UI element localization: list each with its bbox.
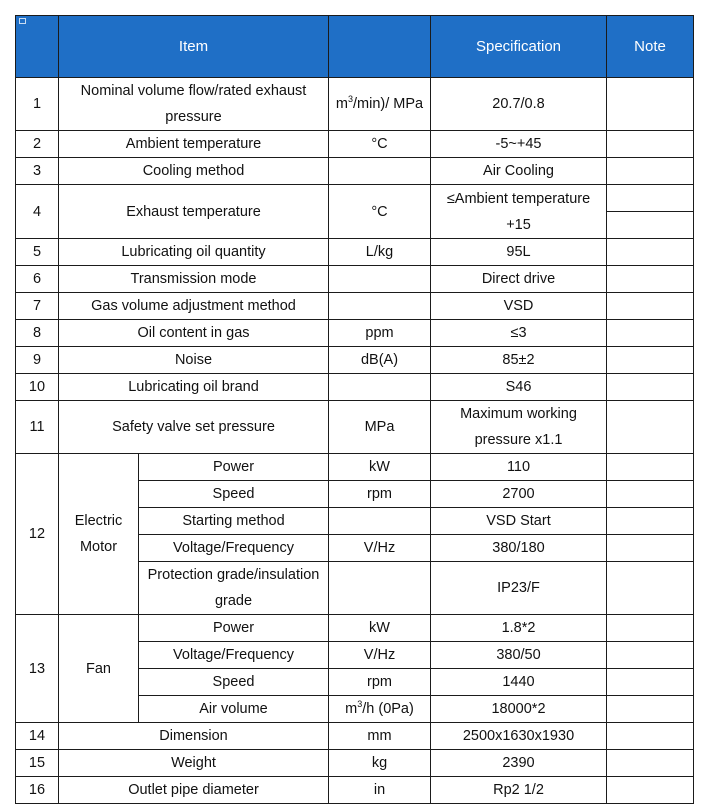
- sub-note: [607, 481, 694, 508]
- row-number: 12: [16, 454, 59, 615]
- row-note: [607, 293, 694, 320]
- row-spec: VSD: [431, 293, 607, 320]
- row-spec: 2390: [431, 750, 607, 777]
- header-specification: Specification: [431, 16, 607, 78]
- row-unit: °C: [329, 131, 431, 158]
- sub-item: Voltage/Frequency: [139, 642, 329, 669]
- table-row: [16, 615, 694, 642]
- note-split-bottom: [607, 212, 693, 238]
- row-number: 11: [16, 401, 59, 454]
- row-spec: 20.7/0.8: [431, 78, 607, 131]
- table-row: [16, 239, 694, 266]
- table-row: [16, 266, 694, 293]
- table-row: [16, 750, 694, 777]
- sub-spec: 1440: [431, 669, 607, 696]
- sub-spec: 1.8*2: [431, 615, 607, 642]
- row-spec: Direct drive: [431, 266, 607, 293]
- row-note: [607, 239, 694, 266]
- row-spec: Air Cooling: [431, 158, 607, 185]
- row-item: Cooling method: [59, 158, 329, 185]
- row-item: Dimension: [59, 723, 329, 750]
- sub-note: [607, 454, 694, 481]
- row-number: 4: [16, 185, 59, 239]
- table-row: [16, 158, 694, 185]
- row-item: Noise: [59, 347, 329, 374]
- row-note: [607, 777, 694, 804]
- row-unit: [329, 374, 431, 401]
- row-unit: mm: [329, 723, 431, 750]
- table-row: [16, 185, 694, 239]
- table-row: [16, 374, 694, 401]
- row-number: 7: [16, 293, 59, 320]
- sub-unit: [329, 508, 431, 535]
- row-item: Outlet pipe diameter: [59, 777, 329, 804]
- row-spec: 85±2: [431, 347, 607, 374]
- row-number: 3: [16, 158, 59, 185]
- row-unit: °C: [329, 185, 431, 239]
- table-row: [16, 78, 694, 131]
- row-item: Exhaust temperature: [59, 185, 329, 239]
- row-note: [607, 723, 694, 750]
- table-row: [16, 454, 694, 481]
- row-number: 10: [16, 374, 59, 401]
- row-item: Safety valve set pressure: [59, 401, 329, 454]
- table-row: [16, 347, 694, 374]
- row-item: Lubricating oil quantity: [59, 239, 329, 266]
- sub-item: Power: [139, 454, 329, 481]
- sub-unit: [329, 562, 431, 615]
- row-spec: S46: [431, 374, 607, 401]
- row-spec: 95L: [431, 239, 607, 266]
- sub-item: Voltage/Frequency: [139, 535, 329, 562]
- sub-unit: V/Hz: [329, 535, 431, 562]
- sub-note: [607, 508, 694, 535]
- sub-item: Air volume: [139, 696, 329, 723]
- row-spec: Rp2 1/2: [431, 777, 607, 804]
- row-spec: Maximum working pressure x1.1: [431, 401, 607, 454]
- note-split-top: [607, 185, 693, 212]
- row-unit: [329, 158, 431, 185]
- row-spec: ≤3: [431, 320, 607, 347]
- row-note: [607, 401, 694, 454]
- row-note: [607, 750, 694, 777]
- table-row: [16, 293, 694, 320]
- row-number: 13: [16, 615, 59, 723]
- header-no: [16, 16, 59, 78]
- row-item: Nominal volume flow/rated exhaust pressure: [59, 78, 329, 131]
- row-number: 5: [16, 239, 59, 266]
- table-row: [16, 131, 694, 158]
- table-row: [16, 723, 694, 750]
- header-row: [16, 16, 694, 78]
- sub-spec: IP23/F: [431, 562, 607, 615]
- row-unit: kg: [329, 750, 431, 777]
- row-spec: -5~+45: [431, 131, 607, 158]
- row-spec: 2500x1630x1930: [431, 723, 607, 750]
- row-item: Weight: [59, 750, 329, 777]
- sub-item: Speed: [139, 481, 329, 508]
- row-unit: dB(A): [329, 347, 431, 374]
- row-unit: $m^3/\min)/$ MPa: [329, 78, 431, 131]
- row-note: [607, 374, 694, 401]
- row-unit: [329, 293, 431, 320]
- table-row: [16, 401, 694, 454]
- table-handle-icon[interactable]: [19, 18, 26, 24]
- row-number: 8: [16, 320, 59, 347]
- row-unit: ppm: [329, 320, 431, 347]
- table-row: [16, 320, 694, 347]
- sub-item: Power: [139, 615, 329, 642]
- row-unit: MPa: [329, 401, 431, 454]
- sub-note: [607, 669, 694, 696]
- row-number: 1: [16, 78, 59, 131]
- group-label-motor: Electric Motor: [59, 454, 139, 615]
- sub-spec: 380/50: [431, 642, 607, 669]
- sub-note: [607, 696, 694, 723]
- row-note: [607, 266, 694, 293]
- sub-note: [607, 615, 694, 642]
- sub-item: Speed: [139, 669, 329, 696]
- sub-unit: V/Hz: [329, 642, 431, 669]
- sub-unit: $m^3/h$ (0Pa): [329, 696, 431, 723]
- row-item: Transmission mode: [59, 266, 329, 293]
- header-unit: [329, 16, 431, 78]
- sub-spec: 380/180: [431, 535, 607, 562]
- sub-spec: 18000*2: [431, 696, 607, 723]
- sub-item: Protection grade/insulation grade: [139, 562, 329, 615]
- row-spec: ≤Ambient temperature +15: [431, 185, 607, 239]
- sub-note: [607, 562, 694, 615]
- row-number: 2: [16, 131, 59, 158]
- row-item: Lubricating oil brand: [59, 374, 329, 401]
- sub-unit: rpm: [329, 481, 431, 508]
- row-number: 14: [16, 723, 59, 750]
- row-number: 6: [16, 266, 59, 293]
- group-label-fan: Fan: [59, 615, 139, 723]
- sub-unit: kW: [329, 454, 431, 481]
- row-unit: in: [329, 777, 431, 804]
- row-note: [607, 347, 694, 374]
- row-note: [607, 131, 694, 158]
- row-item: Ambient temperature: [59, 131, 329, 158]
- specification-table: [15, 15, 694, 804]
- sub-unit: rpm: [329, 669, 431, 696]
- sub-unit: kW: [329, 615, 431, 642]
- sub-spec: 2700: [431, 481, 607, 508]
- row-note: [607, 185, 694, 239]
- row-note: [607, 320, 694, 347]
- row-number: 16: [16, 777, 59, 804]
- row-unit: [329, 266, 431, 293]
- row-note: [607, 78, 694, 131]
- sub-spec: 110: [431, 454, 607, 481]
- row-item: Gas volume adjustment method: [59, 293, 329, 320]
- table-row: [16, 777, 694, 804]
- row-note: [607, 158, 694, 185]
- sub-item: Starting method: [139, 508, 329, 535]
- sub-note: [607, 535, 694, 562]
- row-unit: L/kg: [329, 239, 431, 266]
- header-note: Note: [607, 16, 694, 78]
- row-number: 15: [16, 750, 59, 777]
- row-item: Oil content in gas: [59, 320, 329, 347]
- sub-spec: VSD Start: [431, 508, 607, 535]
- header-item: Item: [59, 16, 329, 78]
- sub-note: [607, 642, 694, 669]
- row-number: 9: [16, 347, 59, 374]
